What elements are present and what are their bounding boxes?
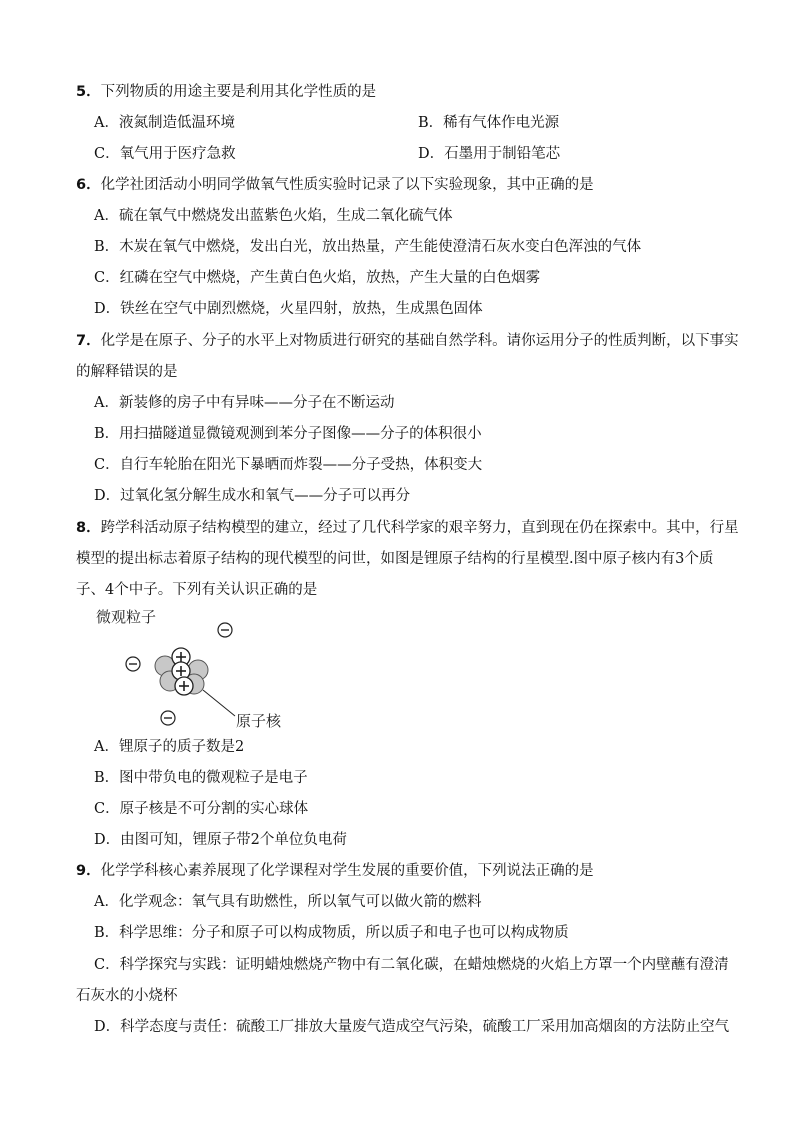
option-c: C．原子核是不可分割的实心球体 — [94, 801, 309, 817]
option-b: B．稀有气体作电光源 — [418, 115, 560, 131]
option-c: C．自行车轮胎在阳光下暴晒而炸裂——分子受热，体积变大 — [94, 457, 483, 473]
question-number: 7． — [76, 333, 101, 349]
question-number: 5． — [76, 84, 101, 100]
electron-icon — [161, 711, 175, 725]
question-8-stem-cont: 子、4个中子。下列有关认识正确的是 — [76, 582, 318, 598]
option-d: D．铁丝在空气中剧烈燃烧，火星四射，放热，生成黑色固体 — [94, 301, 483, 317]
question-8-stem-cont: 模型的提出标志着原子结构的现代模型的问世，如图是锂原子结构的行星模型.图中原子核内有3个质 — [76, 551, 714, 567]
question-number: 9． — [76, 863, 101, 879]
option-d: D．由图可知，锂原子带2个单位负电荷 — [94, 832, 347, 848]
lithium-atom-figure — [90, 604, 320, 734]
option-d: D．过氧化氢分解生成水和氧气——分子可以再分 — [94, 488, 411, 504]
nucleus-pointer-line — [203, 690, 235, 716]
option-b: B．图中带负电的微观粒子是电子 — [94, 770, 308, 786]
question-6-stem: 6．化学社团活动小明同学做氧气性质实验时记录了以下实验现象，其中正确的是 — [76, 177, 594, 193]
option-d: D．科学态度与责任：硫酸工厂排放大量废气造成空气污染，硫酸工厂采用加高烟囱的方法防止空气 — [94, 1019, 730, 1035]
option-c: C．红磷在空气中燃烧，产生黄白色火焰，放热，产生大量的白色烟雾 — [94, 270, 541, 286]
question-number: 8． — [76, 520, 101, 536]
question-9-stem: 9．化学学科核心素养展现了化学课程对学生发展的重要价值，下列说法正确的是 — [76, 863, 594, 879]
micro-particle-label: 微观粒子 — [96, 608, 157, 626]
question-7-stem-cont: 的解释错误的是 — [76, 364, 178, 380]
question-5-stem: 5．下列物质的用途主要是利用其化学性质的是 — [76, 84, 377, 100]
proton-icon — [175, 677, 193, 695]
question-8-stem: 8．跨学科活动原子结构模型的建立，经过了几代科学家的艰辛努力，直到现在仍在探索中。其中，行星 — [76, 520, 739, 536]
option-a: A．液氮制造低温环境 — [94, 115, 235, 131]
option-b: B．用扫描隧道显微镜观测到苯分子图像——分子的体积很小 — [94, 426, 482, 442]
option-a: A．新装修的房子中有异味——分子在不断运动 — [94, 395, 395, 411]
option-b: B．科学思维：分子和原子可以构成物质，所以质子和电子也可以构成物质 — [94, 925, 569, 941]
option-a: A．硫在氧气中燃烧发出蓝紫色火焰，生成二氧化硫气体 — [94, 208, 453, 224]
electron-icon — [218, 623, 232, 637]
nucleus-label: 原子核 — [236, 712, 282, 730]
question-7-stem: 7．化学是在原子、分子的水平上对物质进行研究的基础自然学科。请你运用分子的性质判断，以下事实 — [76, 333, 739, 349]
option-d: D．石墨用于制铅笔芯 — [418, 146, 561, 162]
electron-icon — [126, 657, 140, 671]
option-c: C．氧气用于医疗急救 — [94, 146, 236, 162]
question-number: 6． — [76, 177, 101, 193]
option-a: A．化学观念：氧气具有助燃性，所以氧气可以做火箭的燃料 — [94, 894, 482, 910]
option-c-cont: 石灰水的小烧杯 — [76, 988, 178, 1004]
option-b: B．木炭在氧气中燃烧，发出白光，放出热量，产生能使澄清石灰水变白色浑浊的气体 — [94, 239, 642, 255]
option-a: A．锂原子的质子数是2 — [94, 739, 245, 755]
option-c: C．科学探究与实践：证明蜡烛燃烧产物中有二氧化碳，在蜡烛燃烧的火焰上方罩一个内壁蘸有澄清 — [94, 957, 729, 973]
nucleus — [155, 648, 208, 695]
